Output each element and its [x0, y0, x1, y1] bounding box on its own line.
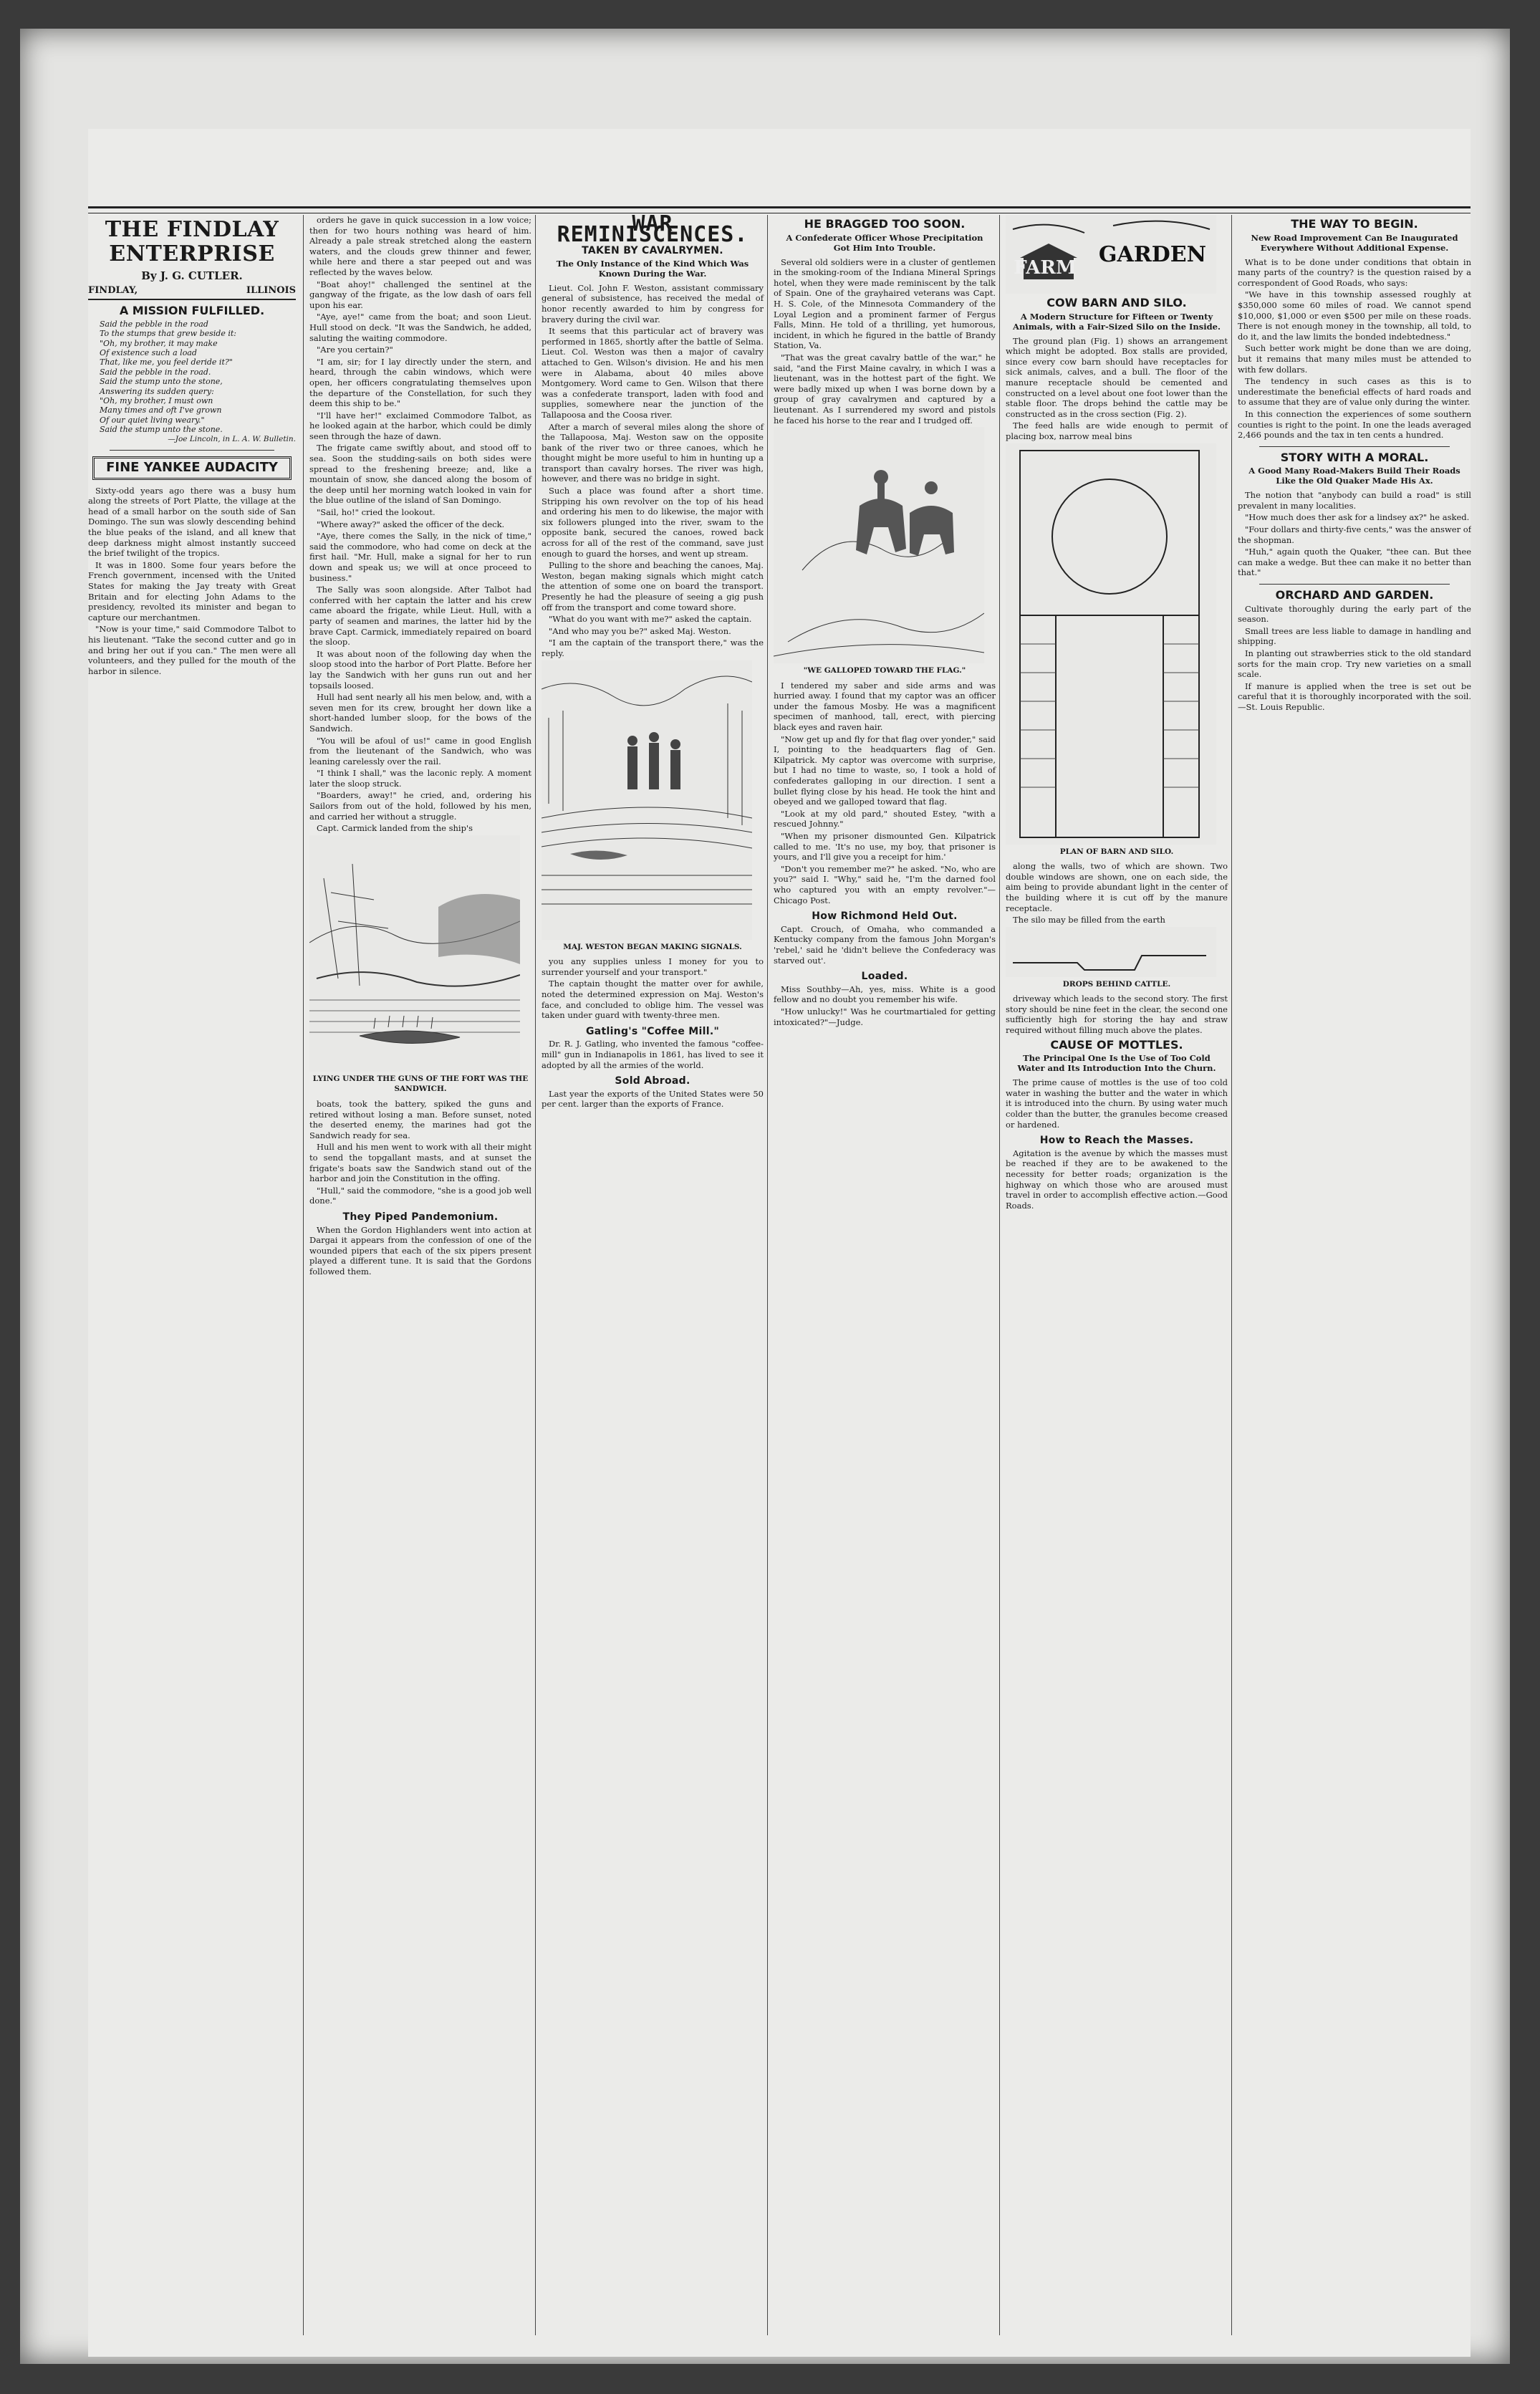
newspaper-sheet: [88, 129, 1471, 2357]
engraving-caption: MAJ. WESTON BEGAN MAKING SIGNALS.: [563, 942, 742, 951]
diagram-caption: DROPS BEHIND CATTLE.: [1062, 979, 1171, 989]
dateline: [88, 286, 296, 301]
story-paragraph: After a march of several miles along the shore of the Tallapoosa, Maj. Weston saw on the opposite bank of the river two or three canoes, which he thought might be more useful to him in hunting up a transport than cavalry horses. The river was high, however, and there was no bridge in sight.: [542, 421, 764, 484]
article-headline: HE BRAGGED TOO SOON.: [804, 217, 966, 231]
story-paragraph: "We have in this township assessed roughly at $350,000 some 60 miles of road. We cannot spend $10,000, $1,000 or even $500 per mile on these roads. There is not enough money in the township, all told, to do it, and the law limits the bonded indebtedness.": [1238, 289, 1471, 342]
subheading: How Richmond Held Out.: [812, 910, 958, 923]
story-paragraph: "Now get up and fly for that flag over yonder," said I, pointing to the headquarters flag of Gen. Kilpatrick. My captor was overcome with surprise, but I had no time to waste, so, I took a hold of confederates galloping in our direction. I sent a bullet flying close by his head. He took the hint and obeyed and we galloped toward that flag.: [774, 734, 996, 807]
story-paragraph: "Huh," again quoth the Quaker, "thee can. But thee can make a wedge. But thee can make it no better than that.": [1238, 547, 1471, 578]
column-4: [767, 215, 1001, 2335]
poem-line: "Oh, my brother, I must own: [100, 396, 213, 406]
logo-garden: GARDEN: [1098, 242, 1207, 267]
poem: [88, 319, 296, 444]
story-paragraph: The notion that "anybody can build a road" is still prevalent in many localities.: [1238, 490, 1471, 511]
story-paragraph: The silo may be filled from the earth: [1013, 915, 1165, 926]
story-paragraph: The tendency in such cases as this is to underestimate the beneficial effects of hard roads and to assume that they are of value only during the winter.: [1238, 376, 1471, 408]
divider: [110, 450, 274, 451]
story-paragraph: "When my prisoner dismounted Gen. Kilpatrick called to me. 'It's no use, my boy, that prisoner is yours, and I'll give you a receipt for him.': [774, 831, 996, 862]
dateline-state: ILLINOIS: [246, 284, 296, 296]
article-deck: New Road Improvement Can Be Inaugurated Everywhere Without Additional Expense.: [1251, 232, 1458, 253]
ship-engraving: [309, 835, 520, 1072]
story-paragraph: The frigate came swiftly about, and stood off to sea. Soon the studding-sails on both sides were spread to the freshening breeze; and, like a mountain of snow, she danced along the bosom of the deep until her morning watch looked in vain for the blue outline of the island of San Domingo.: [309, 443, 531, 506]
story-paragraph: "Aye, there comes the Sally, in the nick of time," said the commodore, who had come on deck at the first hail. "Mr. Hull, make a signal for her to run down and speak us; we will at once proceed to business.": [309, 531, 531, 583]
story-paragraph: "Sail, ho!" cried the lookout.: [317, 507, 435, 518]
article-headline: TAKEN BY CAVALRYMEN.: [582, 245, 723, 257]
poem-line: Said the pebble in the road: [100, 319, 208, 329]
article-headline: CAUSE OF MOTTLES.: [1050, 1037, 1183, 1052]
story-paragraph: Capt. Crouch, of Omaha, who commanded a Kentucky company from the famous John Morgan's 'rebel,' said he 'didn't believe the Confederacy was starved out'.: [774, 923, 996, 966]
story-paragraph: Several old soldiers were in a cluster of gentlemen in the smoking-room of the Indiana Mineral Springs hotel, when they were made reminiscent by the talk of Spain. One of the grayhaired veterans was Capt. H. S. Cole, of the Minnesota Commandery of the Loyal Legion and a prominent farmer of Fergus Falls, Minn. He told of a thrilling, yet humorous, incident, in which he figured in the battle of Brandy Station, Va.: [774, 256, 996, 351]
article-headline: THE WAY TO BEGIN.: [1291, 217, 1418, 231]
story-paragraph: Dr. R. J. Gatling, who invented the famous "coffee-mill" gun in Indianapolis in 1861, has lived to see it adopted by all the armies of the world.: [542, 1039, 764, 1070]
story-paragraph: "Four dollars and thirty-five cents," was the answer of the shopman.: [1238, 524, 1471, 545]
story-paragraph: "Look at my old pard," shouted Estey, "with a rescued Johnny.": [774, 808, 996, 830]
cattle-drop-diagram: [1006, 927, 1216, 977]
story-paragraph: "That was the great cavalry battle of the war," he said, "and the First Maine cavalry, in which I was a lieutenant, was in the hottest part of the fight. We were badly mixed up when I was borne down by a group of gray cavalrymen and captured by a lieutenant. As I surrendered my sword and pistols he faced his horse to the rear and I trudged off.: [774, 352, 996, 426]
poem-line: Said the stump unto the stone,: [100, 377, 223, 387]
subheading: Gatling's "Coffee Mill.": [585, 1025, 720, 1037]
cavalry-engraving: [774, 427, 984, 663]
poem-line: Answering its sudden query:: [100, 386, 214, 396]
story-paragraph: "Now is your time," said Commodore Talbot to his lieutenant. "Take the second cutter and go in and bring her out if you can." The men were all volunteers, and they pulled for the mouth of the harbor in silence.: [88, 624, 296, 676]
story-paragraph: Hull had sent nearly all his men below, and, with a seven men for its crew, brought her down like a short-handed lumber sloop, for the bows of the Sandwich.: [309, 692, 531, 734]
poem-line: Said the stump unto the stone.: [100, 425, 223, 435]
story-paragraph: "Are you certain?": [317, 345, 393, 355]
story-paragraph: along the walls, two of which are shown. Two double windows are shown, one on each side, the aim being to provide abundant light in the center of the building where it is cut off by the manure receptacle.: [1006, 861, 1228, 913]
column-1: [88, 215, 302, 2335]
top-rule: [88, 206, 1471, 213]
engraving-caption: "WE GALLOPED TOWARD THE FLAG.": [803, 666, 966, 676]
article-deck: A Good Many Road-Makers Build Their Roads Like the Old Quaker Made His Ax.: [1248, 466, 1460, 486]
story-paragraph: "I am, sir; for I lay directly under the stern, and heard, through the cabin windows, which were open, her officers congratulating themselves upon the departure of the Constellation, for such they deem this ship to be.": [309, 356, 531, 409]
story-paragraph: Pulling to the shore and beaching the canoes, Maj. Weston, began making signals which might catch the attention of some one on board the transport. Presently he had the pleasure of seeing a gig push off from the transport and come toward shore.: [542, 560, 764, 612]
story-paragraph: boats, took the battery, spiked the guns and retired without losing a man. Before sunset, noted the deserted enemy, the marines had got the Sandwich ready for sea.: [309, 1099, 531, 1140]
barn-plan-diagram: [1006, 443, 1216, 845]
divider: [1259, 446, 1450, 447]
poem-line: "Oh, my brother, it may make: [100, 338, 218, 348]
story-paragraph: driveway which leads to the second story. The first story should be nine feet in the clear, the second one sufficiently high for storing the hay and straw required without filling much above the plates.: [1006, 994, 1228, 1036]
story-paragraph: "I am the captain of the transport there," was the reply.: [542, 638, 764, 658]
story-paragraph: "Don't you remember me?" he asked. "No, who are you?" said I. "Why," said he, "I'm the darned fool who captured you with an empty revolver."—Chicago Post.: [774, 863, 996, 905]
divider: [1259, 584, 1450, 585]
story-paragraph: Sixty-odd years ago there was a busy hum along the streets of Port Platte, the village at the head of a small harbor on the south side of San Domingo. The sun was slowly descending behind the blue peaks of the island, and all knew that deep darkness might almost instantly succeed the brief twilight of the tropics.: [88, 485, 296, 559]
story-paragraph: Such better work might be done than we are doing, but it remains that many miles must be attended to with few dollars.: [1238, 343, 1471, 375]
engraving-caption: LYING UNDER THE GUNS OF THE FORT WAS THE SANDWICH.: [312, 1074, 529, 1094]
story-paragraph: When the Gordon Highlanders went into action at Dargai it appears from the confession of one of the wounded pipers that each of the six pipers present played a different tune. It is said that the Gordons followed them.: [309, 1224, 531, 1277]
poem-line: Of existence such a load: [100, 348, 197, 357]
story-paragraph: Capt. Carmick landed from the ship's: [317, 823, 473, 834]
article-headline: ORCHARD AND GARDEN.: [1275, 588, 1434, 602]
subheading: How to Reach the Masses.: [1039, 1135, 1194, 1147]
story-paragraph: orders he gave in quick succession in a low voice; then for two hours nothing was heard of him. Already a pale streak stretched along the eastern waters, and the clouds grew thinner and fewer, while here and there a star peeped out and was reflected by the waves below.: [309, 215, 531, 277]
river-engraving: [542, 660, 752, 940]
subheading: They Piped Pandemonium.: [342, 1211, 499, 1223]
story-paragraph: In planting out strawberries stick to the old standard sorts for the main crop. Try new varieties on a small scale.: [1238, 648, 1471, 680]
article-headline: STORY WITH A MORAL.: [1280, 450, 1429, 464]
poem-line: Of our quiet living weary.": [100, 415, 205, 425]
subheading: Sold Abroad.: [615, 1075, 690, 1087]
story-paragraph: The captain thought the matter over for awhile, noted the determined expression on Maj. Weston's face, and concluded to oblige him. The vessel was taken under guard with twenty-three men.: [542, 979, 764, 1021]
story-paragraph: "How unlucky!" Was he courtmartialed for getting intoxicated?"—Judge.: [774, 1006, 996, 1027]
story-paragraph: The Sally was soon alongside. After Talbot had conferred with her captain the latter and his crew came aboard the frigate, while Lieut. Hull, with a party of seamen and marines, the latter hid by the brave Capt. Carmick, immediately repaired on board the sloop.: [309, 585, 531, 648]
story-paragraph: The ground plan (Fig. 1) shows an arrangement which might be adopted. Box stalls are provided, since every cow barn should have receptacles for sick animals, calves, and a bull. The floor of the manure receptacle should be cemented and constructed on a level about one foot lower than the stable floor. The drops behind the cattle may be constructed as in the cross section (Fig. 2).: [1006, 335, 1228, 419]
poem-line: That, like me, you feel deride it?": [100, 357, 233, 367]
masthead-byline: By J. G. CUTLER.: [141, 269, 243, 282]
story-paragraph: "You will be afoul of us!" came in good English from the lieutenant of the Sandwich, who was leaning carelessly over the rail.: [309, 735, 531, 766]
poem-line: Many times and oft I've grown: [100, 405, 222, 415]
story-paragraph: It seems that this particular act of bravery was performed in 1865, shortly after the battle of Selma. Lieut. Col. Weston was then a major of cavalry attached to Gen. Wilson's division. He and his men were in Alabama, about 40 miles above Montgomery. Word came to Gen. Wilson that there was a confederate transport, laden with food and supplies, somewhere near the junction of the Tallapoosa and the Coosa river.: [542, 326, 764, 420]
story-paragraph: Cultivate thoroughly during the early part of the season.: [1238, 603, 1471, 625]
story-paragraph: Hull and his men went to work with all their might to send the topgallant masts, and at sunset the frigate's boats saw the Sandwich stand out of the harbor and join the Constitution in the offing.: [309, 1142, 531, 1184]
story-title-box: FINE YANKEE AUDACITY: [92, 456, 292, 480]
column-6: [1231, 215, 1471, 2335]
story-paragraph: "Where away?" asked the officer of the deck.: [317, 519, 505, 529]
dateline-city: FINDLAY,: [88, 284, 138, 296]
story-paragraph: In this connection the experiences of some southern counties is right to the point. In one the leads averaged 2,466 pounds and the tax in ten cents a hundred.: [1238, 408, 1471, 441]
story-paragraph: you any supplies unless I money for you to surrender yourself and your transport.": [542, 956, 764, 977]
story-paragraph: "I think I shall," was the laconic reply. A moment later the sloop struck.: [309, 768, 531, 789]
story-paragraph: "I'll have her!" exclaimed Commodore Talbot, as he looked again at the harbor, which could be dimly seen through the haze of dawn.: [309, 410, 531, 441]
article-deck: A Modern Structure for Fifteen or Twenty Animals, with a Fair-Sized Silo on the Inside.: [1013, 311, 1221, 332]
story-paragraph: "And who may you be?" asked Maj. Weston.: [549, 625, 731, 636]
story-paragraph: It was about noon of the following day when the sloop stood into the harbor of Port Platte. Before her lay the Sandwich with her guns run out and her topsails loosed.: [309, 648, 531, 691]
story-paragraph: The feed halls are wide enough to permit of placing box, narrow meal bins: [1006, 420, 1228, 441]
farm-garden-logo: [1006, 215, 1216, 294]
subheading: Loaded.: [861, 971, 908, 983]
story-paragraph: Agitation is the avenue by which the masses must be reached if they are to be awakened to the necessity for better roads; organization is the highway on which those who are aroused must travel in order to accomplish effective action.—Good Roads.: [1006, 1148, 1228, 1211]
article-deck: The Only Instance of the Kind Which Was Known During the War.: [556, 258, 749, 279]
column-2: [303, 215, 537, 2335]
story-paragraph: I tendered my saber and side arms and was hurried away. I found that my captor was an officer under the famous Mosby. He was a magnificent specimen of manhood, tall, erect, with piercing black eyes and raven hair.: [774, 680, 996, 733]
poem-line: Said the pebble in the road.: [100, 367, 211, 377]
story-paragraph: The prime cause of mottles is the use of too cold water in washing the butter and the water in which it is introduced into the churn. By using water much colder than the butter, the granules become creased or hardened.: [1006, 1077, 1228, 1130]
story-paragraph: "Aye, aye!" came from the boat; and soon Lieut. Hull stood on deck. "It was the Sandwich, he added, saluting the waiting commodore.: [309, 312, 531, 343]
story-paragraph: "What do you want with me?" asked the captain.: [549, 614, 752, 625]
story-paragraph: Miss Southby—Ah, yes, miss. White is a good fellow and no doubt you remember his wife.: [774, 984, 996, 1005]
article-deck: The Principal One Is the Use of Too Cold Water and Its Introduction Into the Churn.: [1017, 1053, 1216, 1074]
story-paragraph: Lieut. Col. John F. Weston, assistant commissary general of subsistence, has received the medal of honor recently awarded to him by congress for bravery during the civil war.: [542, 282, 764, 325]
section-title: WAR REMINISCENCES.: [557, 215, 749, 247]
story-paragraph: Such a place was found after a short time. Stripping his own revolver on the top of his head and ordering his men to do likewise, the major with six followers plunged into the river, swam to the opposite bank, secured the canoes, rowed back across for all of the rest of the command, save just enough to guard the horses, and went up stream.: [542, 486, 764, 559]
article-deck: A Confederate Officer Whose Precipitation Got Him Into Trouble.: [786, 232, 983, 253]
story-paragraph: If manure is applied when the tree is set out be careful that it is thoroughly incorporated with the soil.—St. Louis Republic.: [1238, 681, 1471, 712]
column-5: [999, 215, 1233, 2335]
story-paragraph: "Hull," said the commodore, "she is a good job well done.": [309, 1185, 531, 1206]
story-paragraph: "How much does ther ask for a lindsey ax?" he asked.: [1245, 512, 1470, 523]
masthead-title: THE FINDLAY ENTERPRISE: [105, 217, 279, 266]
poem-credit: —Joe Lincoln, in L. A. W. Bulletin.: [168, 434, 296, 443]
diagram-caption: PLAN OF BARN AND SILO.: [1059, 847, 1174, 856]
story-paragraph: "Boarders, away!" he cried, and, ordering his Sailors from out of the hold, followed by his men, and carried her without a struggle.: [309, 790, 531, 822]
story-paragraph: What is to be done under conditions that obtain in many parts of the country? is the question raised by a correspondent of Good Roads, who says:: [1238, 256, 1471, 288]
story-paragraph: Last year the exports of the United States were 50 per cent. larger than the exports of France.: [542, 1088, 764, 1110]
poem-title: A MISSION FULFILLED.: [119, 304, 265, 318]
logo-farm: FARM: [1014, 257, 1077, 279]
article-headline: COW BARN AND SILO.: [1046, 296, 1187, 309]
story-paragraph: Small trees are less liable to damage in handling and shipping.: [1238, 625, 1471, 647]
poem-line: To the stumps that grew beside it:: [100, 329, 236, 339]
newspaper-page: [20, 29, 1510, 2364]
story-paragraph: It was in 1800. Some four years before the French government, incensed with the United States for making the Jay treaty with Great Britain and for electing John Adams to the presidency, revolted its minister and began to capture our merchantmen.: [88, 559, 296, 622]
story-paragraph: "Boat ahoy!" challenged the sentinel at the gangway of the frigate, as the low dash of oars fell upon his ear.: [309, 279, 531, 310]
column-3: [535, 215, 769, 2335]
